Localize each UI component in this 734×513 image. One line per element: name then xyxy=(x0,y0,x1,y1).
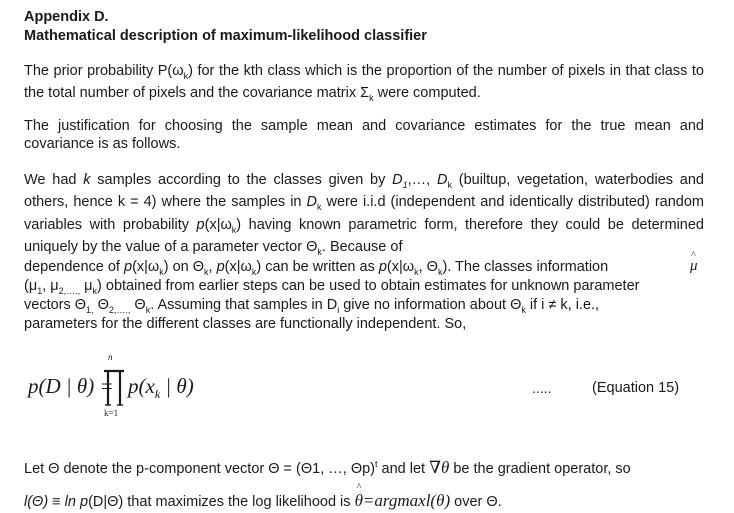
nabla-theta-symbol: ∇θ xyxy=(429,457,450,477)
paragraph-samples: We had k samples according to the classes given by $D_1,\dots$, $D_k$ (builtup, vegetation, waterbodies and others, hence k = 4) where the samples in $D_k$ were i.i.d (independent and identically distributed) random variables with probability $p(x|\omega_k)$ having known parametric form, therefore they could be determined uniquely by the value of a parameter vector $\Theta_k$. Because of xyxy=(24,172,704,258)
paragraph-dependence-line4: parameters for the different classes are functionally independent. So, xyxy=(24,316,467,332)
equation-rhs: $p(x_k$ | θ) xyxy=(128,374,194,402)
equation-lhs: p(D | θ) = xyxy=(28,374,114,398)
equation-dots: ..... xyxy=(532,380,552,396)
paragraph-justification: The justification for choosing the sample mean and covariance estimates for the true mean and covariance is as follows. xyxy=(24,118,704,152)
mu-hat-symbol: ^ μ xyxy=(690,250,698,274)
paragraph-dependence-line1: dependence of $p(x|\omega_k)$ on $\Theta_k$, $p(x|\omega_k)$ can be written as $p(x|\omega_k$, $\Theta_k$). The classes information xyxy=(24,259,609,277)
paragraph-dependence-line2: ($\mu_1$, $\mu_{2,\dots.,}$ $\mu_k$) obtained from earlier steps can be used to obtain estimates for unknown parameter xyxy=(24,278,640,296)
paragraph-dependence-line3: vectors $\Theta_{1,}$ $\Theta_{2,\dots.,}$ $\Theta_k$. Assuming that samples in $D_i$ give no information about $\Theta_k$ if i ≠ k, i.e., xyxy=(24,297,600,315)
product-symbol: n k=1 xyxy=(102,364,126,416)
paragraph-gradient: Let Θ denote the p-component vector Θ = (Θ1, …, Θp)$^t$ and let ∇θ be the gradient operator, so xyxy=(24,457,631,477)
equation-label: (Equation 15) xyxy=(592,380,680,396)
pi-product-icon xyxy=(102,368,126,408)
appendix-title: Mathematical description of maximum-likelihood classifier xyxy=(24,28,427,44)
paragraph-log-likelihood: l(Θ) ≡ ln p(D|Θ) that maximizes the log likelihood is ^ θ=argmaxl(θ) over Θ. xyxy=(24,482,502,510)
equation-15 xyxy=(24,352,714,420)
paragraph-prior-probability: The prior probability $P(\omega_k)$ for the kth class which is the proportion of the number of pixels in that class to the total number of pixels and the covariance matrix $\Sigma_k$ were computed. xyxy=(24,63,704,104)
argmax-expression: ^ θ=argmaxl(θ) xyxy=(354,482,451,510)
appendix-label: Appendix D. xyxy=(24,9,109,25)
